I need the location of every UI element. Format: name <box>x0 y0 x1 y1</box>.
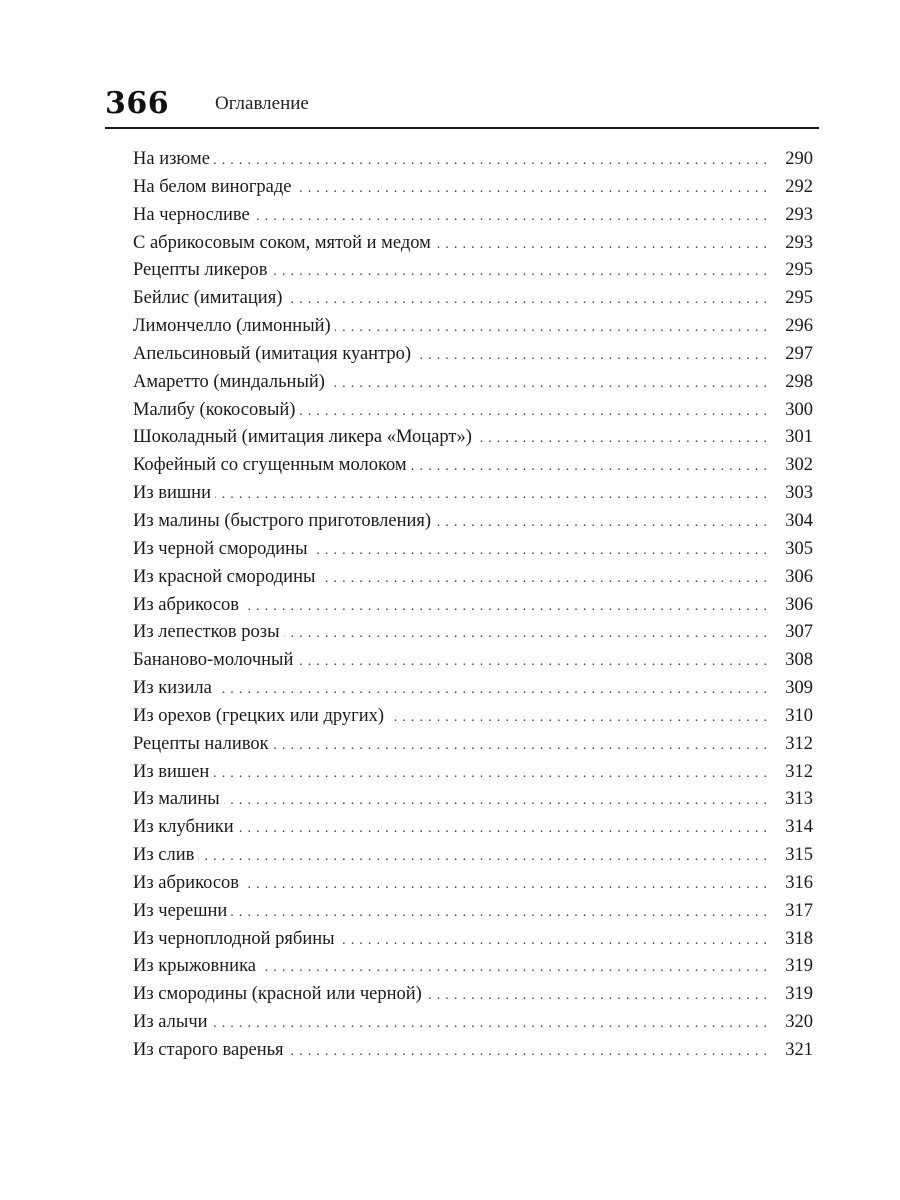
toc-entry-page-number: 303 <box>785 483 813 504</box>
toc-entry-page-number: 319 <box>785 956 813 977</box>
toc-entry-title: Из абрикосов <box>133 594 240 615</box>
toc-entry-title: Из черноплодной рябины <box>133 928 335 949</box>
toc-entry-title: Апельсиновый (имитация куантро) <box>133 343 412 364</box>
dot-leader <box>415 342 773 370</box>
dot-leader <box>243 871 773 899</box>
toc-entry-page-number: 310 <box>785 705 813 726</box>
dot-leader <box>286 286 773 314</box>
toc-entry <box>133 564 813 592</box>
toc-entry-title: Кофейный со сгущенным молоком <box>133 455 407 476</box>
toc-entry <box>133 146 813 174</box>
toc-entry-page-number: 321 <box>785 1040 813 1060</box>
toc-entry-title: Из вишен <box>133 761 210 782</box>
dot-leader <box>212 1010 773 1038</box>
toc-entry-page-number: 307 <box>785 622 813 643</box>
dot-leader <box>426 982 773 1010</box>
toc-entry-page-number: 312 <box>785 733 813 754</box>
toc-entry-title: Из лепестков розы <box>133 622 280 643</box>
dot-leader <box>272 258 773 286</box>
dot-leader <box>435 509 773 537</box>
toc-entry <box>133 452 813 480</box>
toc-entry-title: На черносливе <box>133 204 250 225</box>
toc-entry-page-number: 314 <box>785 817 813 838</box>
toc-entry-page-number: 300 <box>785 399 813 420</box>
dot-leader <box>329 370 773 398</box>
dot-leader <box>435 231 773 259</box>
toc-entry-page-number: 290 <box>785 149 813 169</box>
table-of-contents <box>133 146 813 1065</box>
toc-entry <box>133 786 813 814</box>
toc-entry-page-number: 295 <box>785 288 813 309</box>
toc-entry-title: Рецепты наливок <box>133 733 269 754</box>
toc-entry-title: Из черной смородины <box>133 538 308 559</box>
toc-entry <box>133 536 813 564</box>
toc-entry <box>133 926 813 954</box>
toc-entry-page-number: 309 <box>785 678 813 699</box>
toc-entry-title: Из черешни <box>133 900 228 921</box>
toc-entry <box>133 424 813 452</box>
toc-entry-page-number: 293 <box>785 204 813 225</box>
toc-entry <box>133 174 813 202</box>
toc-entry-title: Амаретто (миндальный) <box>133 371 325 392</box>
toc-entry <box>133 898 813 926</box>
toc-entry <box>133 1037 813 1065</box>
dot-leader <box>215 481 773 509</box>
dot-leader <box>411 453 773 481</box>
toc-entry-title: На белом винограде <box>133 176 292 197</box>
toc-entry-page-number: 305 <box>785 538 813 559</box>
toc-entry <box>133 341 813 369</box>
toc-entry-page-number: 301 <box>785 427 813 448</box>
dot-leader <box>297 648 773 676</box>
toc-entry-title: Из алычи <box>133 1012 208 1033</box>
toc-entry-title: Лимончелло (лимонный) <box>133 316 331 337</box>
toc-entry-page-number: 304 <box>785 510 813 531</box>
toc-entry <box>133 369 813 397</box>
dot-leader <box>296 175 774 203</box>
toc-entry <box>133 202 813 230</box>
toc-entry-page-number: 320 <box>785 1012 813 1033</box>
toc-entry-title: Из клубники <box>133 817 234 838</box>
toc-entry <box>133 1009 813 1037</box>
dot-leader <box>238 815 773 843</box>
toc-entry-page-number: 318 <box>785 928 813 949</box>
toc-entry-title: Из кизила <box>133 678 212 699</box>
toc-entry-page-number: 308 <box>785 650 813 671</box>
toc-entry <box>133 759 813 787</box>
toc-entry <box>133 480 813 508</box>
toc-entry-page-number: 296 <box>785 316 813 337</box>
dot-leader <box>224 787 773 815</box>
toc-entry <box>133 508 813 536</box>
toc-entry-title: Из красной смородины <box>133 566 316 587</box>
toc-entry-page-number: 298 <box>785 371 813 392</box>
toc-entry-title: Шоколадный (имитация ликера «Моцарт») <box>133 427 472 448</box>
toc-entry-title: Из смородины (красной или черной) <box>133 984 422 1005</box>
toc-entry-title: Рецепты ликеров <box>133 260 268 281</box>
toc-entry-title: Из слив <box>133 845 195 866</box>
toc-entry-page-number: 306 <box>785 594 813 615</box>
toc-entry-page-number: 295 <box>785 260 813 281</box>
toc-entry <box>133 814 813 842</box>
dot-leader <box>214 147 773 175</box>
toc-entry <box>133 257 813 285</box>
toc-entry-title: Малибу (кокосовый) <box>133 399 296 420</box>
toc-entry <box>133 703 813 731</box>
dot-leader <box>388 704 773 732</box>
dot-leader <box>284 620 773 648</box>
toc-entry-title: Из крыжовника <box>133 956 256 977</box>
toc-entry <box>133 313 813 341</box>
toc-entry-title: Бананово-молочный <box>133 650 294 671</box>
dot-leader <box>216 676 773 704</box>
toc-entry-title: Из малины <box>133 789 220 810</box>
toc-entry-title: С абрикосовым соком, мятой и медом <box>133 232 431 253</box>
running-head: Оглавление <box>215 93 309 114</box>
toc-entry-page-number: 293 <box>785 232 813 253</box>
toc-entry <box>133 619 813 647</box>
toc-entry-title: На изюме <box>133 149 210 169</box>
toc-entry-title: Из абрикосов <box>133 872 240 893</box>
dot-leader <box>288 1038 773 1066</box>
dot-leader <box>198 843 773 871</box>
toc-entry-page-number: 319 <box>785 984 813 1005</box>
toc-entry-title: Бейлис (имитация) <box>133 288 283 309</box>
toc-entry-title: Из вишни <box>133 483 211 504</box>
dot-leader <box>335 314 773 342</box>
toc-entry <box>133 230 813 258</box>
toc-entry-page-number: 312 <box>785 761 813 782</box>
toc-entry-page-number: 313 <box>785 789 813 810</box>
toc-entry-page-number: 302 <box>785 455 813 476</box>
header-rule <box>105 127 819 129</box>
page-header <box>105 84 819 128</box>
dot-leader <box>254 203 773 231</box>
toc-entry-page-number: 317 <box>785 900 813 921</box>
toc-entry <box>133 397 813 425</box>
toc-entry <box>133 953 813 981</box>
toc-entry-title: Из старого варенья <box>133 1040 284 1060</box>
toc-entry <box>133 731 813 759</box>
dot-leader <box>260 954 773 982</box>
dot-leader <box>299 398 773 426</box>
page-number: 366 <box>105 86 170 121</box>
toc-entry-page-number: 292 <box>785 176 813 197</box>
toc-entry-page-number: 316 <box>785 872 813 893</box>
toc-entry <box>133 675 813 703</box>
dot-leader <box>273 732 773 760</box>
dot-leader <box>319 565 773 593</box>
toc-entry-title: Из малины (быстрого приготовления) <box>133 510 432 531</box>
dot-leader <box>312 537 773 565</box>
toc-entry <box>133 842 813 870</box>
toc-entry-title: Из орехов (грецких или других) <box>133 705 385 726</box>
toc-entry <box>133 285 813 313</box>
toc-entry <box>133 647 813 675</box>
toc-entry <box>133 592 813 620</box>
toc-entry-page-number: 306 <box>785 566 813 587</box>
dot-leader <box>231 899 773 927</box>
dot-leader <box>213 760 773 788</box>
toc-entry <box>133 870 813 898</box>
dot-leader <box>243 593 773 621</box>
toc-entry-page-number: 297 <box>785 343 813 364</box>
dot-leader <box>339 927 773 955</box>
dot-leader <box>476 425 773 453</box>
toc-entry <box>133 981 813 1009</box>
toc-entry-page-number: 315 <box>785 845 813 866</box>
